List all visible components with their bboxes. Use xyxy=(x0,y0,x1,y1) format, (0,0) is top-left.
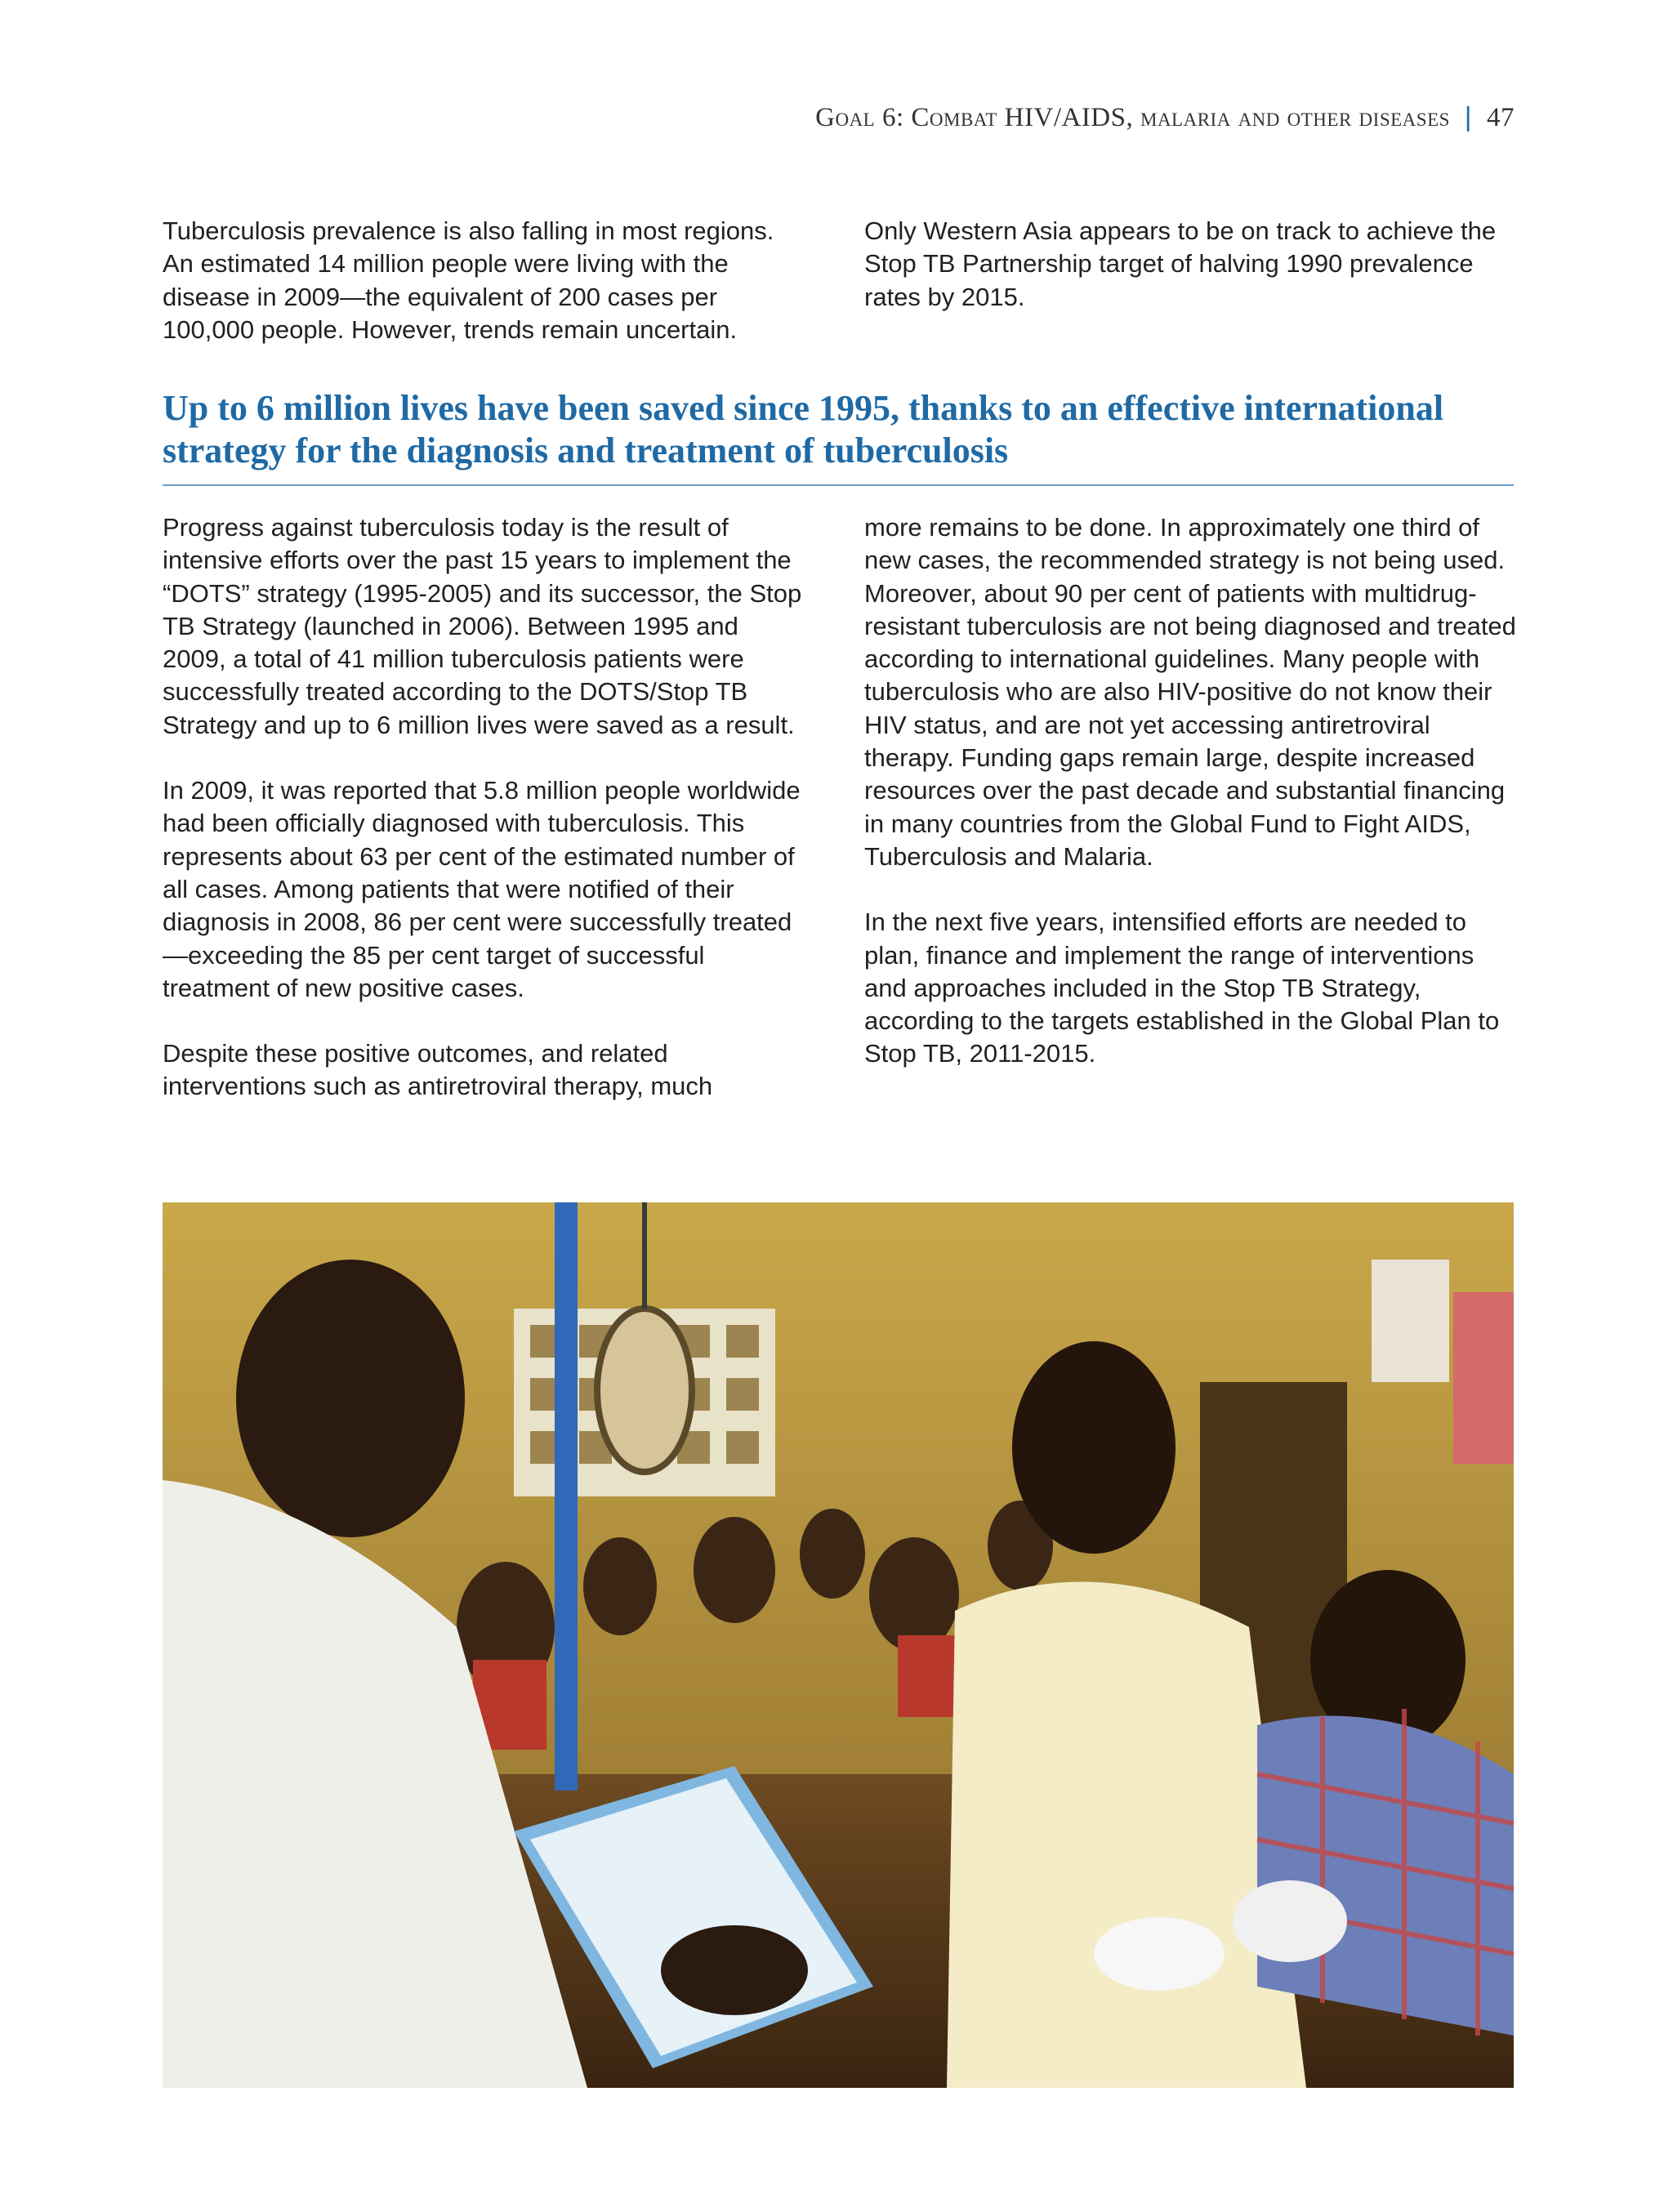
body-left-column xyxy=(163,511,808,1104)
intro-paragraph-left: Tuberculosis prevalence is also falling in most regions. An estimated 14 million people were living with the disease in 2009—the equivalent of 200 cases per 100,000 people. However, trends remain uncertain. xyxy=(163,216,774,344)
intro-paragraph-right: Only Western Asia appears to be on track to achieve the Stop TB Partnership target of halving 1990 prevalence rates by 2015. xyxy=(864,216,1497,311)
header-separator: | xyxy=(1464,101,1472,132)
running-head xyxy=(815,101,1515,133)
clinic-photo xyxy=(163,1202,1514,2088)
running-title: Goal 6: Combat HIV/AIDS, malaria and other diseases xyxy=(815,103,1450,132)
body-paragraph: In 2009, it was reported that 5.8 million people worldwide had been officially diagnosed with tuberculosis. This represents about 63 per cent of the estimated number of all cases. Among patients that were notified of their diagnosis in 2008, 86 per cent were successfully treated—exceeding the 85 per cent target of successful treatment of new positive cases. xyxy=(163,776,801,1002)
clinic-photo-illustration xyxy=(163,1202,1514,2088)
body-paragraph: Despite these positive outcomes, and related interventions such as antiretroviral therapy, much xyxy=(163,1039,713,1101)
intro-left-column xyxy=(163,215,808,346)
body-paragraph: more remains to be done. In approximately one third of new cases, the recommended strategy is not being used. Moreover, about 90 per cent of patients with multidrug-resistant tuberculosis are not being diagnosed and treated according to international guidelines. Many people with tuberculosis who are also HIV-positive do not know their HIV status, and are not yet accessing antiretroviral therapy. Funding gaps remain large, despite increased resources over the past decade and substantial financing in many countries from the Global Fund to Fight AIDS, Tuberculosis and Malaria. xyxy=(864,513,1516,871)
page-number: 47 xyxy=(1487,103,1515,132)
intro-right-column xyxy=(864,215,1518,314)
body-paragraph: In the next five years, intensified efforts are needed to plan, finance and implement the range of interventions and approaches included in the Stop TB Strategy, according to the targets established in the Global Plan to Stop TB, 2011-2015. xyxy=(864,908,1500,1068)
headline-rule xyxy=(163,484,1514,486)
body-paragraph: Progress against tuberculosis today is the result of intensive efforts over the past 15 years to implement the “DOTS” strategy (1995-2005) and its successor, the Stop TB Strategy (launched in 2006). Between 1995 and 2009, a total of 41 million tuberculosis patients were successfully treated according to the DOTS/Stop TB Strategy and up to 6 million lives were saved as a result. xyxy=(163,513,802,739)
section-headline: Up to 6 million lives have been saved since 1995, thanks to an effective international strategy for the diagnosis and treatment of tuberculosis xyxy=(163,388,1444,470)
body-right-column xyxy=(864,511,1518,1071)
